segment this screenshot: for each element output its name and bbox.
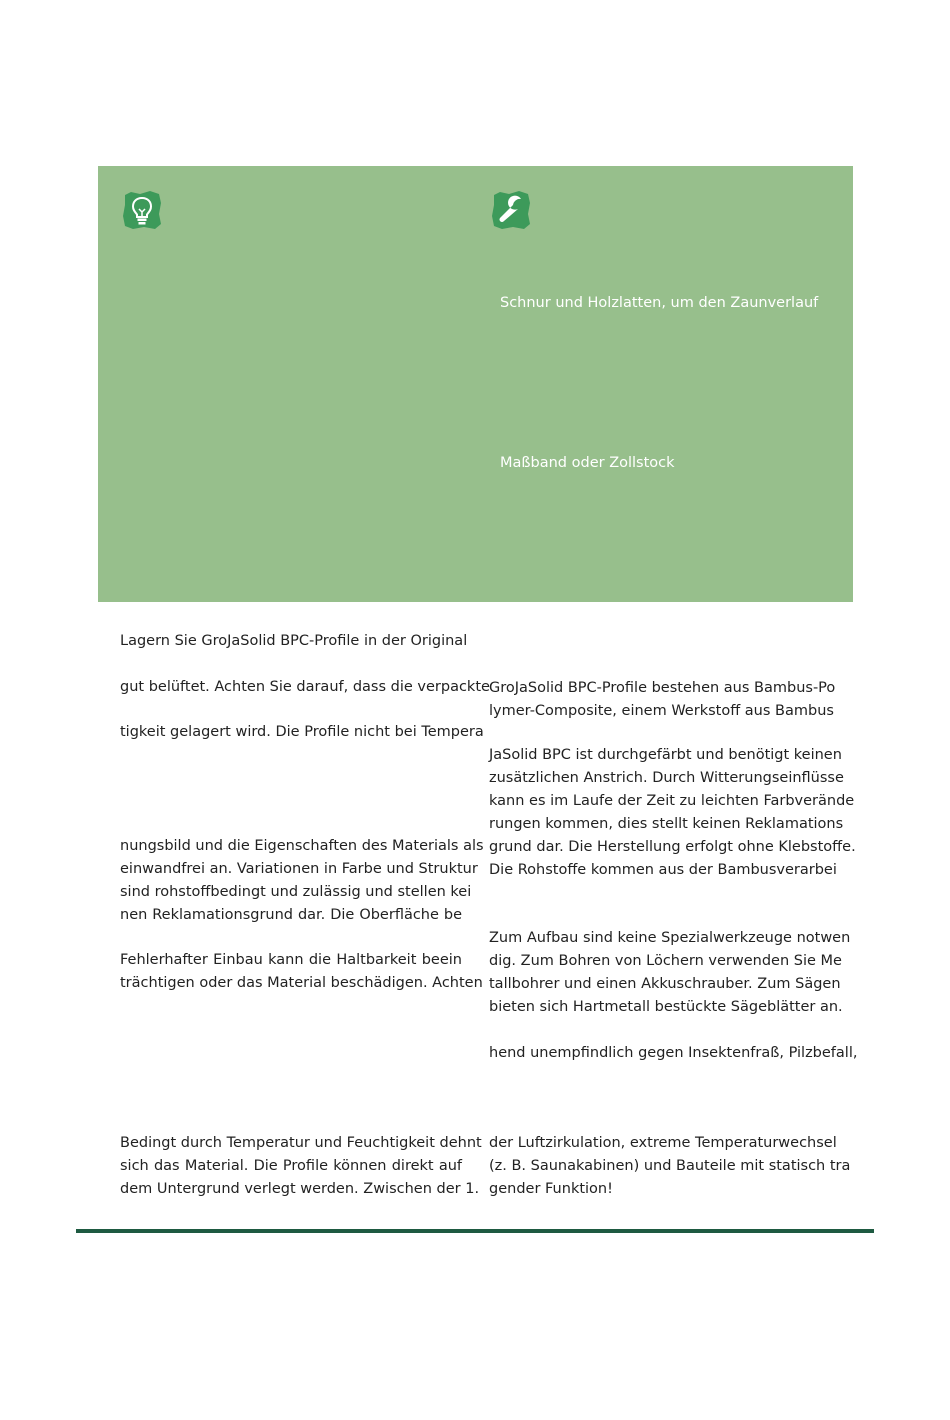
right-text-line: rungen kommen, dies stellt keinen Reklamations bbox=[489, 816, 844, 832]
info-box bbox=[98, 166, 853, 602]
right-text-line: hend unempfindlich gegen Insektenfraß, Pilzbefall, bbox=[489, 1045, 858, 1061]
left-text-line: Lagern Sie GroJaSolid BPC-Profile in der Original bbox=[120, 633, 468, 649]
left-text-line: Fehlerhafter Einbau kann die Haltbarkeit beein bbox=[120, 952, 462, 968]
right-text-line: Die Rohstoffe kommen aus der Bambusverarbei bbox=[489, 862, 837, 878]
left-text-line: dem Untergrund verlegt werden. Zwischen der 1. bbox=[120, 1181, 480, 1197]
right-text-line: dig. Zum Bohren von Löchern verwenden Sie Me bbox=[489, 953, 842, 969]
right-text-line: tallbohrer und einen Akkuschrauber. Zum Sägen bbox=[489, 976, 841, 992]
right-text-line: gender Funktion! bbox=[489, 1181, 613, 1197]
right-text-line: JaSolid BPC ist durchgefärbt und benötigt keinen bbox=[489, 747, 842, 763]
right-text-line: grund dar. Die Herstellung erfolgt ohne Klebstoffe. bbox=[489, 839, 856, 855]
right-text-line: kann es im Laufe der Zeit zu leichten Farbverände bbox=[489, 793, 855, 809]
left-text-line: nen Reklamationsgrund dar. Die Oberfläche be bbox=[120, 907, 462, 923]
left-text-line: trächtigen oder das Material beschädigen. Achten bbox=[120, 975, 483, 991]
footer-rule bbox=[76, 1229, 874, 1233]
left-text-line: sind rohstoffbedingt und zulässig und stellen kei bbox=[120, 884, 472, 900]
right-text-line: (z. B. Saunakabinen) und Bauteile mit statisch tra bbox=[489, 1158, 851, 1174]
tools-item-measure: Maßband oder Zollstock bbox=[500, 455, 675, 471]
lightbulb-icon bbox=[122, 190, 162, 230]
right-text-line: der Luftzirkulation, extreme Temperaturwechsel bbox=[489, 1135, 837, 1151]
right-text-line: bieten sich Hartmetall bestückte Sägeblätter an. bbox=[489, 999, 843, 1015]
left-text-line: einwandfrei an. Variationen in Farbe und Struktur bbox=[120, 861, 478, 877]
left-text-line: sich das Material. Die Profile können direkt auf bbox=[120, 1158, 462, 1174]
right-text-line: zusätzlichen Anstrich. Durch Witterungseinflüsse bbox=[489, 770, 844, 786]
right-text-line: Zum Aufbau sind keine Spezialwerkzeuge notwen bbox=[489, 930, 851, 946]
left-text-line: nungsbild und die Eigenschaften des Materials als bbox=[120, 838, 484, 854]
wrench-icon bbox=[491, 190, 531, 230]
left-text-line: Bedingt durch Temperatur und Feuchtigkeit dehnt bbox=[120, 1135, 482, 1151]
left-text-line: tigkeit gelagert wird. Die Profile nicht bei Tempera bbox=[120, 724, 484, 740]
left-text-line: gut belüftet. Achten Sie darauf, dass die verpackte bbox=[120, 679, 490, 695]
right-text-line: GroJaSolid BPC-Profile bestehen aus Bambus-Po bbox=[489, 680, 836, 696]
right-text-line: lymer-Composite, einem Werkstoff aus Bambus bbox=[489, 703, 834, 719]
tools-item-line: Schnur und Holzlatten, um den Zaunverlauf bbox=[500, 295, 819, 311]
